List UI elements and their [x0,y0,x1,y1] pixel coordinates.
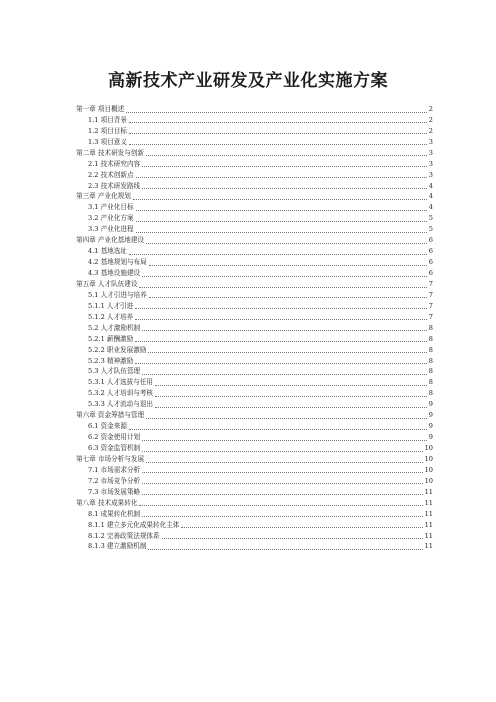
toc-chapter-entry[interactable] [76,454,433,465]
toc-section-entry[interactable] [76,213,433,224]
toc-dot-leader [136,177,427,178]
toc-section-entry[interactable] [76,476,433,487]
toc-page-number: 8 [428,345,433,354]
toc-section-entry[interactable] [76,115,433,126]
toc-section-entry[interactable] [76,356,433,367]
toc-chapter-entry[interactable] [76,192,433,203]
toc-page-number: 5 [428,214,433,223]
toc-entry-label: 5.1.2 人才培养 [88,312,134,321]
toc-dot-leader [133,199,427,200]
toc-dot-leader [142,516,422,517]
toc-dot-leader [136,232,427,233]
toc-page-number: 3 [428,159,433,168]
toc-entry-label: 1.3 项目意义 [88,137,127,146]
toc-entry-label: 1.2 项目目标 [88,126,127,135]
toc-entry-label: 2.3 技术研发路线 [88,181,141,190]
toc-page-number: 4 [428,192,433,201]
toc-dot-leader [129,254,427,255]
toc-page-number: 8 [428,389,433,398]
toc-entry-label: 7.2 市场竞争分析 [88,476,141,485]
toc-entry-label: 5.2.1 薪酬激励 [88,334,134,343]
toc-section-entry[interactable] [76,421,433,432]
toc-entry-label: 第三章 产业化规划 [76,192,131,201]
toc-page-number: 7 [428,312,433,321]
toc-page-number: 11 [424,498,433,507]
toc-entry-label: 3.1 产业化目标 [88,203,134,212]
toc-page-number: 10 [424,465,433,474]
toc-page-number: 8 [428,367,433,376]
toc-entry-label: 4.1 基地选址 [88,247,127,256]
toc-entry-label: 8.1.3 建立激励机制 [88,542,147,551]
toc-section-entry[interactable] [76,443,433,454]
toc-entry-label: 7.3 市场发展策略 [88,487,141,496]
toc-page-number: 3 [428,137,433,146]
document-title: 高新技术产业研发及产业化实施方案 [108,71,388,91]
toc-page-number: 7 [428,290,433,299]
toc-entry-label: 3.2 产业化方案 [88,214,134,223]
toc-entry-label: 3.3 产业化进程 [88,225,134,234]
toc-entry-label: 5.3.3 人才流动与退出 [88,400,154,409]
toc-section-entry[interactable] [76,520,433,531]
toc-dot-leader [135,363,427,364]
toc-section-entry[interactable] [76,170,433,181]
toc-entry-label: 5.2.2 职业发展激励 [88,345,147,354]
toc-entry-label: 第二章 技术研发与创新 [76,148,145,157]
toc-dot-leader [126,112,427,113]
toc-dot-leader [135,319,427,320]
toc-page-number: 7 [428,279,433,288]
toc-dot-leader [146,462,423,463]
toc-section-entry[interactable] [76,542,433,553]
toc-entry-label: 2.1 技术研究内容 [88,159,141,168]
toc-entry-label: 5.3 人才队伍管理 [88,367,141,376]
toc-section-entry[interactable] [76,487,433,498]
toc-dot-leader [135,308,427,309]
toc-page-number: 11 [424,542,433,551]
toc-page-number: 7 [428,301,433,310]
toc-dot-leader [155,396,427,397]
toc-entry-label: 8.1.1 建立多元化成果转化主体 [88,520,180,529]
toc-dot-leader [139,287,426,288]
toc-section-entry[interactable] [76,181,433,192]
toc-entry-label: 5.3.1 人才选拔与任用 [88,378,154,387]
toc-section-entry[interactable] [76,377,433,388]
toc-entry-label: 5.1 人才引进与培养 [88,290,147,299]
toc-entry-label: 6.1 资金来源 [88,422,127,431]
toc-dot-leader [146,243,427,244]
toc-page-number: 9 [428,422,433,431]
toc-page-number: 9 [428,400,433,409]
toc-dot-leader [142,166,427,167]
toc-dot-leader [146,155,427,156]
toc-dot-leader [129,429,427,430]
toc-dot-leader [142,451,422,452]
toc-page-number: 3 [428,148,433,157]
toc-dot-leader [142,276,427,277]
toc-dot-leader [181,527,422,528]
toc-dot-leader [129,144,427,145]
toc-dot-leader [142,472,422,473]
toc-dot-leader [142,188,427,189]
toc-entry-label: 第八章 技术成果转化 [76,498,138,507]
toc-section-entry[interactable] [76,159,433,170]
toc-dot-leader [135,341,427,342]
toc-dot-leader [149,297,427,298]
toc-entry-label: 4.2 基地规划与布局 [88,258,147,267]
toc-dot-leader [155,407,427,408]
toc-chapter-entry[interactable] [76,235,433,246]
toc-dot-leader [148,352,426,353]
toc-section-entry[interactable] [76,323,433,334]
toc-dot-leader [139,505,422,506]
toc-entry-label: 2.2 技术创新点 [88,170,134,179]
toc-section-entry[interactable] [76,301,433,312]
toc-section-entry[interactable] [76,432,433,443]
toc-section-entry[interactable] [76,334,433,345]
toc-page-number: 11 [424,487,433,496]
toc-page-number: 10 [424,454,433,463]
toc-section-entry[interactable] [76,399,433,410]
toc-page-number: 10 [424,476,433,485]
toc-section-entry[interactable] [76,509,433,520]
toc-page-number: 8 [428,334,433,343]
toc-page-number: 11 [424,509,433,518]
toc-page-number: 4 [428,181,433,190]
toc-entry-label: 5.1.1 人才引进 [88,301,134,310]
toc-dot-leader [142,483,422,484]
toc-chapter-entry[interactable] [76,104,433,115]
toc-dot-leader [142,374,427,375]
toc-dot-leader [129,133,427,134]
toc-dot-leader [155,385,427,386]
toc-section-entry[interactable] [76,388,433,399]
toc-section-entry[interactable] [76,312,433,323]
toc-section-entry[interactable] [76,126,433,137]
toc-page-number: 9 [428,411,433,420]
toc-page-number: 2 [428,104,433,113]
toc-section-entry[interactable] [76,137,433,148]
toc-page-number: 5 [428,225,433,234]
toc-page-number: 8 [428,323,433,332]
toc-section-entry[interactable] [76,290,433,301]
toc-section-entry[interactable] [76,257,433,268]
toc-entry-label: 6.3 资金监管机制 [88,444,141,453]
toc-entry-label: 5.2 人才激励机制 [88,323,141,332]
toc-section-entry[interactable] [76,531,433,542]
toc-dot-leader [162,538,423,539]
toc-entry-label: 第六章 资金筹措与管理 [76,411,145,420]
toc-page-number: 2 [428,115,433,124]
toc-page-number: 9 [428,433,433,442]
toc-dot-leader [136,210,427,211]
toc-dot-leader [142,440,427,441]
table-of-contents [76,104,433,552]
toc-chapter-entry[interactable] [76,498,433,509]
toc-entry-label: 7.1 市场需求分析 [88,465,141,474]
toc-entry-label: 第七章 市场分析与发展 [76,454,145,463]
toc-section-entry[interactable] [76,367,433,378]
toc-page-number: 2 [428,126,433,135]
toc-chapter-entry[interactable] [76,279,433,290]
toc-section-entry[interactable] [76,345,433,356]
toc-dot-leader [146,418,427,419]
toc-dot-leader [142,494,422,495]
toc-entry-label: 5.3.2 人才培训与考核 [88,389,154,398]
toc-page-number: 6 [428,236,433,245]
toc-chapter-entry[interactable] [76,410,433,421]
toc-entry-label: 5.2.3 精神激励 [88,356,134,365]
toc-page-number: 8 [428,378,433,387]
toc-chapter-entry[interactable] [76,148,433,159]
toc-dot-leader [129,122,427,123]
toc-entry-label: 第四章 产业化基地建设 [76,236,145,245]
toc-page-number: 11 [424,531,433,540]
toc-section-entry[interactable] [76,268,433,279]
toc-dot-leader [136,221,427,222]
toc-entry-label: 1.1 项目背景 [88,115,127,124]
toc-page-number: 6 [428,258,433,267]
toc-section-entry[interactable] [76,202,433,213]
toc-dot-leader [149,265,427,266]
toc-page-number: 4 [428,203,433,212]
toc-section-entry[interactable] [76,224,433,235]
toc-entry-label: 第五章 人才队伍建设 [76,279,138,288]
toc-entry-label: 8.1.2 完善政策法规体系 [88,531,160,540]
toc-page-number: 6 [428,247,433,256]
toc-section-entry[interactable] [76,246,433,257]
toc-dot-leader [142,330,427,331]
toc-entry-label: 6.2 资金使用计划 [88,433,141,442]
toc-page-number: 10 [424,444,433,453]
toc-dot-leader [148,549,422,550]
toc-entry-label: 8.1 成果转化机制 [88,509,141,518]
toc-page-number: 6 [428,269,433,278]
toc-section-entry[interactable] [76,465,433,476]
toc-page-number: 11 [424,520,433,529]
toc-page-number: 8 [428,356,433,365]
toc-entry-label: 4.3 基地设施建设 [88,269,141,278]
toc-entry-label: 第一章 项目概述 [76,104,125,113]
toc-page-number: 3 [428,170,433,179]
